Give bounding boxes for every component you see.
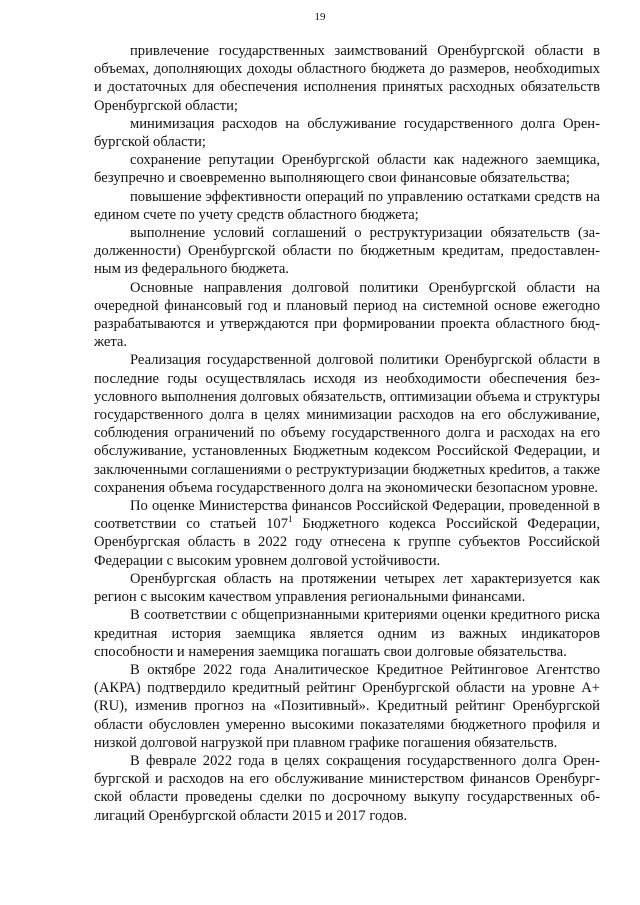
paragraph-policy-directions: Основные направления долговой политики Оренбургской области на очередной финансовый год и плановый период на системной основе ежегодно разрабатываются и утверждаются при формировании проекта областного бюджета. [94,279,600,351]
paragraph-borrowing: привлечение государственных заимствований Оренбургской области в объемах, дополняющих доходы областного бюджета до размеров, необходиmых и достаточных для обеспечения исполнения принятых расходных обязательств Оренбургской области; [94,43,600,114]
paragraph-finance-quality: Оренбургская область на протяжении четырех лет характеризуется как регион с высоким качеством управления региональными финансами. [94,570,600,606]
footnote-superscript: 1 [288,514,293,525]
page-body [94,42,600,825]
assessment-text-end: Бюджетного кодекса Российской Федерации, Оренбургская область в 2022 году отнесена к группе субъектов Российской Федерации с высоким уровнем долговой устойчивости. [94,516,601,569]
paragraph-credit-rating: В октябре 2022 года Аналитическое Кредитное Рейтинговое Агентство (АКРА) подтвердило кредитный рейтинг Оренбургской области на уровне A+(RU), изменив прогноз на «Позитивный». Кредитный рейтинг Оренбургской области обусловлен умеренно высокими показателями бюджетного профиля и низкой долговой нагрузкой при плавном графике погашения обязательств. [94,661,600,751]
paragraph-reputation: сохранение репутации Оренбургской области как надежного заемщика, безупречно и своевременно выполняющего свои финансовые обязательства; [94,152,600,187]
paragraph-bond-buyback: В феврале 2022 года в целях сокращения государственного долга Оренбургской и расходов на его обслуживание министерством финансов Оренбургской области проведены сделки по досрочному выкупу государственных облигаций Оренбургской области 2015 и 2017 годов. [94,752,600,824]
paragraph-policy-implementation: Реализация государственной долговой политики Оренбургской области в последние годы осуществлялась исходя из необходимости обеспечения безусловного выполнения долговых обязательств, оптимизации объема и структуры государственного долга в целях минимизации расходов на его обслуживание, соблюдения ограничений по объему государственного долга и расходах на его обслуживание, установленных Бюджетным кодексом Российской Федерации, и заключенными соглашениями о реструктуризации бюджетных креdитов, а также сохранения объема государственного долга на экономически безопасном уровне. [94,352,600,496]
paragraph-debt-cost: минимизация расходов на обслуживание государственного долга Оренбургской области; [94,115,600,151]
page-number: 19 [314,11,326,23]
paragraph-credit-history: В соответствии с общепризнанными критериями оценки кредитного риска кредитная история заемщика является одним из важных индикаторов способности и намерения заемщика погашать свои долговые обязательства. [94,607,600,660]
assessment-text-start: По оценке Министерства финансов Российской Федерации, проведенной в соответствии со статьей 107 [94,498,600,533]
paragraph-ministry-assessment [94,497,600,570]
paragraph-restructuring: выполнение условий соглашений о реструктуризации обязательств (задолженности) Оренбургской области по бюджетным кредитам, предоставленным из федерального бюджета. [94,225,600,278]
paragraph-cash-management: повышение эффективности операций по управлению остатками средств на едином счете по учету средств областного бюджета; [94,188,600,223]
